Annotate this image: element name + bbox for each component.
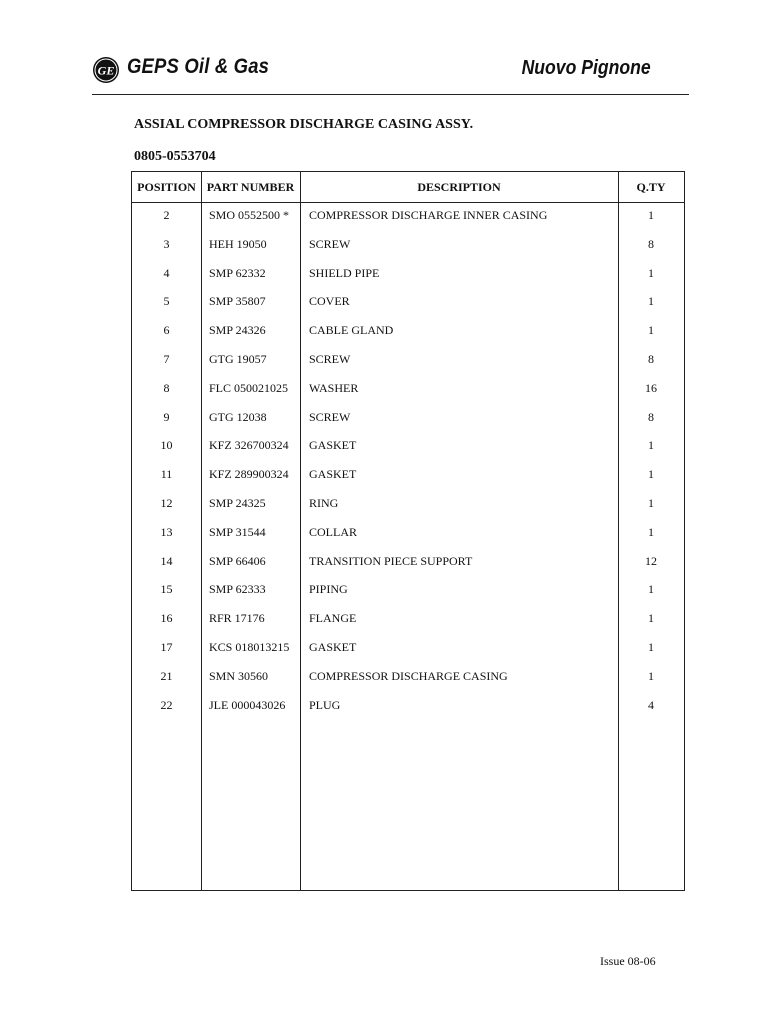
row-description: GASKET bbox=[309, 438, 357, 453]
row-part-number: SMP 24325 bbox=[209, 495, 266, 510]
svg-text:GE: GE bbox=[97, 63, 115, 78]
row-qty: 1 bbox=[648, 495, 654, 510]
table-row bbox=[132, 346, 684, 375]
row-description: PLUG bbox=[309, 697, 341, 712]
row-part-number: HEH 19050 bbox=[209, 236, 267, 251]
row-description: SHIELD PIPE bbox=[309, 265, 380, 280]
document-title: ASSIAL COMPRESSOR DISCHARGE CASING ASSY. bbox=[134, 117, 474, 132]
row-position: 9 bbox=[163, 409, 170, 424]
header-description: DESCRIPTION bbox=[417, 180, 501, 194]
row-position: 17 bbox=[160, 639, 173, 654]
table-row bbox=[132, 288, 684, 317]
row-position: 14 bbox=[160, 553, 173, 568]
row-description: COMPRESSOR DISCHARGE CASING bbox=[309, 668, 508, 683]
row-qty: 1 bbox=[648, 582, 654, 597]
row-position: 12 bbox=[160, 495, 173, 510]
row-part-number: FLC 050021025 bbox=[209, 380, 289, 395]
row-qty: 1 bbox=[648, 294, 654, 309]
row-description: COVER bbox=[309, 294, 350, 309]
row-description: CABLE GLAND bbox=[309, 323, 394, 338]
row-position: 7 bbox=[163, 351, 170, 366]
table-row bbox=[132, 404, 684, 433]
row-part-number: SMN 30560 bbox=[209, 668, 269, 683]
row-position: 22 bbox=[160, 697, 173, 712]
row-qty: 1 bbox=[648, 639, 654, 654]
row-description: WASHER bbox=[309, 380, 359, 395]
table-row bbox=[132, 432, 684, 461]
ge-monogram-icon bbox=[92, 56, 120, 84]
row-qty: 8 bbox=[648, 351, 654, 366]
row-description: SCREW bbox=[309, 236, 351, 251]
row-part-number: JLE 000043026 bbox=[209, 697, 286, 712]
row-part-number: SMP 62333 bbox=[209, 582, 266, 597]
row-part-number: KFZ 326700324 bbox=[209, 438, 289, 453]
row-part-number: GTG 12038 bbox=[209, 409, 267, 424]
row-qty: 4 bbox=[648, 697, 654, 712]
table-row bbox=[132, 260, 684, 289]
row-description: SCREW bbox=[309, 409, 351, 424]
row-position: 21 bbox=[160, 668, 173, 683]
row-qty: 1 bbox=[648, 208, 654, 222]
table-body bbox=[132, 202, 684, 720]
header-position: POSITION bbox=[137, 180, 196, 194]
row-description: FLANGE bbox=[309, 611, 357, 626]
row-position: 13 bbox=[160, 524, 173, 539]
row-qty: 1 bbox=[648, 323, 654, 338]
row-part-number: GTG 19057 bbox=[209, 351, 267, 366]
row-qty: 1 bbox=[648, 438, 654, 453]
row-part-number: KFZ 289900324 bbox=[209, 467, 289, 482]
brand-right-name: Nuovo Pignone bbox=[521, 57, 651, 79]
row-description: GASKET bbox=[309, 467, 357, 482]
row-position: 2 bbox=[163, 208, 170, 222]
table-row bbox=[132, 663, 684, 692]
row-part-number: SMO 0552500 * bbox=[209, 208, 290, 222]
table-row bbox=[132, 548, 684, 577]
table-row bbox=[132, 634, 684, 663]
row-position: 3 bbox=[163, 236, 170, 251]
header-part-number: PART NUMBER bbox=[206, 180, 295, 194]
table-row bbox=[132, 202, 684, 231]
table-row bbox=[132, 519, 684, 548]
row-qty: 8 bbox=[648, 409, 654, 424]
row-qty: 1 bbox=[648, 524, 654, 539]
row-description: PIPING bbox=[309, 582, 348, 597]
row-part-number: SMP 66406 bbox=[209, 553, 266, 568]
row-description: COMPRESSOR DISCHARGE INNER CASING bbox=[309, 208, 548, 222]
row-qty: 12 bbox=[645, 553, 657, 568]
table-row bbox=[132, 461, 684, 490]
row-part-number: SMP 35807 bbox=[209, 294, 266, 309]
row-part-number: KCS 018013215 bbox=[209, 639, 290, 654]
row-position: 8 bbox=[163, 380, 170, 395]
brand-name: GEPS Oil & Gas bbox=[127, 55, 270, 78]
row-description: TRANSITION PIECE SUPPORT bbox=[309, 553, 473, 568]
row-part-number: SMP 62332 bbox=[209, 265, 266, 280]
parts-table bbox=[131, 171, 685, 891]
row-qty: 1 bbox=[648, 611, 654, 626]
row-description: SCREW bbox=[309, 351, 351, 366]
row-position: 10 bbox=[160, 438, 173, 453]
row-qty: 1 bbox=[648, 668, 654, 683]
header-qty: Q.TY bbox=[636, 180, 666, 194]
document-code: 0805-0553704 bbox=[134, 149, 216, 164]
row-position: 16 bbox=[160, 611, 173, 626]
row-qty: 1 bbox=[648, 265, 654, 280]
table-row bbox=[132, 692, 684, 721]
row-qty: 1 bbox=[648, 467, 654, 482]
row-position: 11 bbox=[160, 467, 173, 482]
row-description: RING bbox=[309, 495, 339, 510]
table-row bbox=[132, 375, 684, 404]
row-description: COLLAR bbox=[309, 524, 357, 539]
row-part-number: SMP 31544 bbox=[209, 524, 266, 539]
row-position: 5 bbox=[163, 294, 170, 309]
row-position: 6 bbox=[163, 323, 170, 338]
row-position: 15 bbox=[160, 582, 173, 597]
row-qty: 8 bbox=[648, 236, 654, 251]
table-row bbox=[132, 231, 684, 260]
row-description: GASKET bbox=[309, 639, 357, 654]
row-qty: 16 bbox=[645, 380, 657, 395]
table-row bbox=[132, 317, 684, 346]
table-row bbox=[132, 576, 684, 605]
row-position: 4 bbox=[163, 265, 170, 280]
table-row bbox=[132, 605, 684, 634]
issue-label: Issue 08-06 bbox=[600, 954, 656, 968]
page-header bbox=[92, 52, 689, 95]
row-part-number: RFR 17176 bbox=[209, 611, 265, 626]
table-row bbox=[132, 490, 684, 519]
row-part-number: SMP 24326 bbox=[209, 323, 266, 338]
